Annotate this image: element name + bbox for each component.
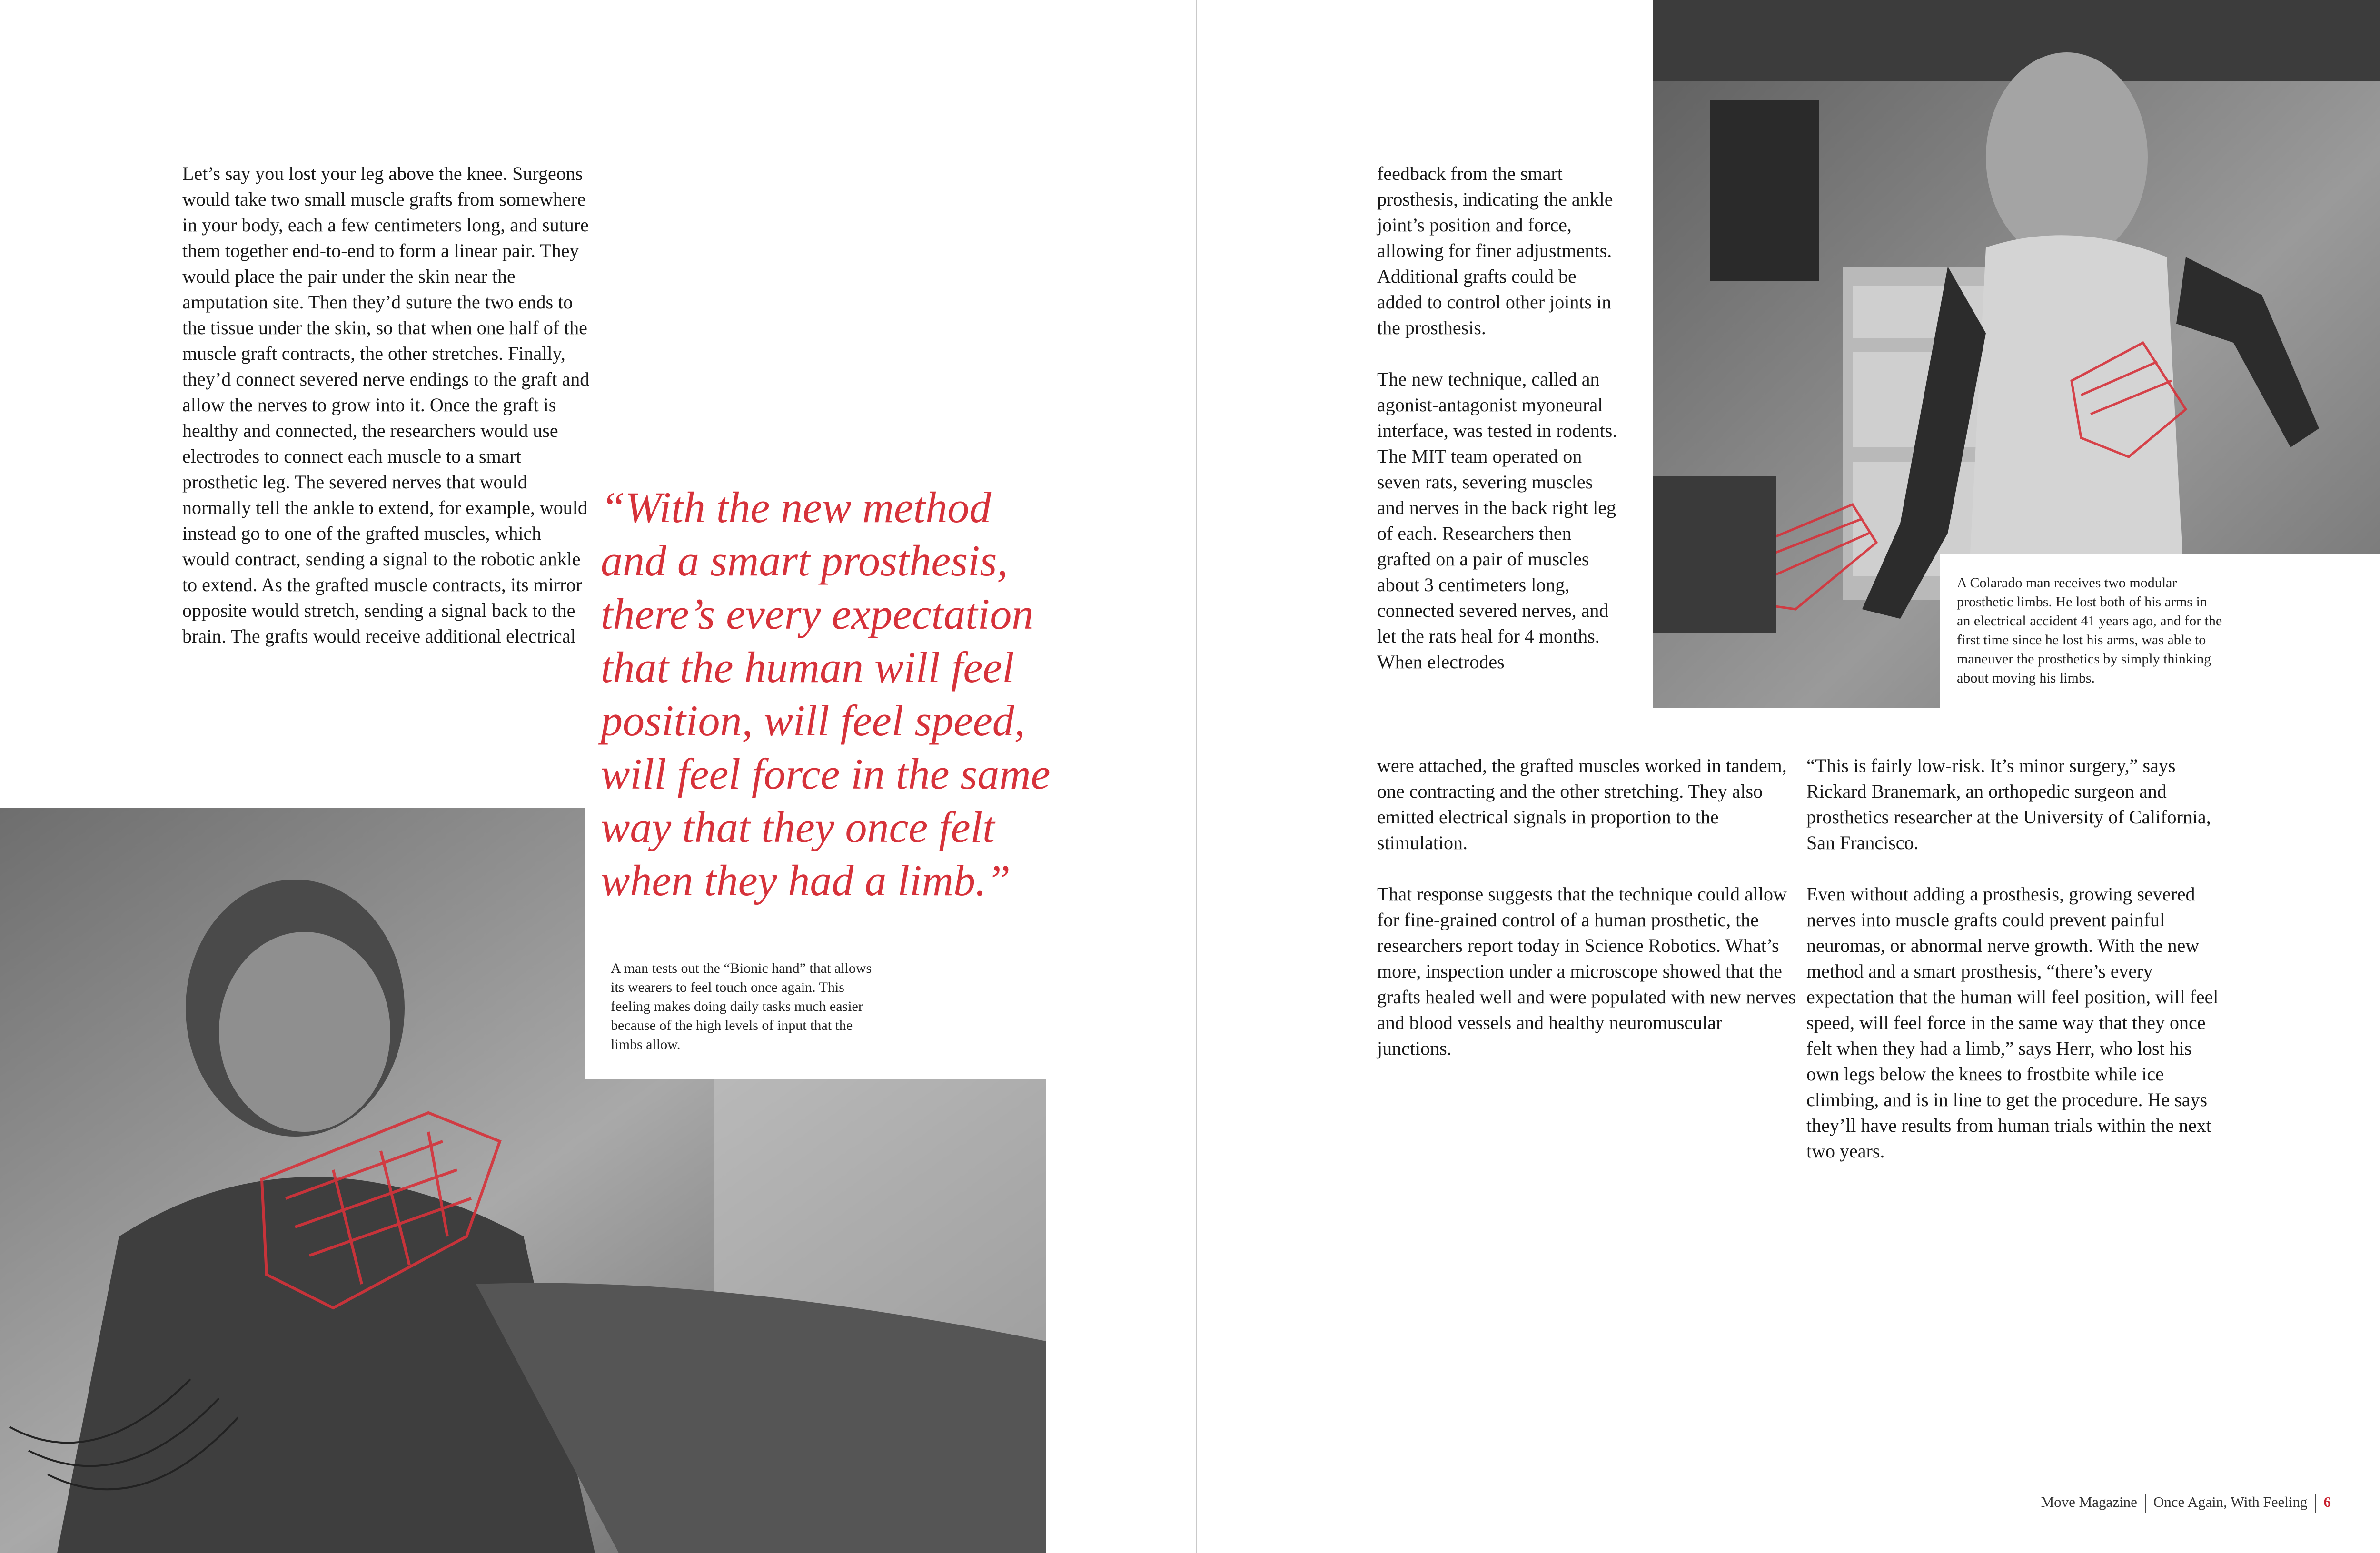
left-body-text xyxy=(182,161,592,649)
page-footer xyxy=(2041,1492,2331,1513)
right-col-left-paragraph-2: That response suggests that the technique could allow for fine-grained control of a human prosthetic, the researchers report today in Science Robotics. What’s more, inspection under a microscope showed that the grafts healed well and were populated with new nerves and blood vessels and healthy neuromuscular junctions. xyxy=(1377,883,1796,1059)
right-page xyxy=(1197,0,2380,1553)
left-body-paragraph: Let’s say you lost your leg above the knee. Surgeons would take two small muscle grafts from somewhere in your body, each a few centimeters long, and suture them together end-to-end to form a linear pair. They would place the pair under the skin near the amputation site. Then they’d suture the two ends to the tissue under the skin, so that when one half of the muscle graft contracts, the other stretches. Finally, they’d connect severed nerve endings to the graft and allow the nerves to grow into it. Once the graft is healthy and connected, the researchers would use electrodes to connect each muscle to a smart prosthetic leg. The severed nerves that would normally tell the ankle to extend, for example, would instead go to one of the grafted muscles, which would contract, sending a signal to the robotic ankle to extend. As the grafted muscle contracts, its mirror opposite would stretch, sending a signal back to the brain. The grafts would receive additional electrical xyxy=(182,163,590,647)
footer-separator xyxy=(2315,1494,2316,1513)
pull-quote: “With the new method and a smart prosthesis, there’s every expectation that the human will feel position, will feel speed, will feel force in the same way that they once felt when they had a limb.” xyxy=(601,483,1051,905)
left-photo-caption: A man tests out the “Bionic hand” that allows its wearers to feel touch once again. This feeling makes doing daily tasks much easier because of the high levels of input that the limbs allow. xyxy=(611,960,872,1052)
right-column-left-text xyxy=(1377,753,1796,1061)
footer-page-number: 6 xyxy=(2323,1494,2331,1510)
footer-separator xyxy=(2145,1494,2146,1513)
right-top-body-text xyxy=(1377,161,1625,675)
right-photo-caption: A Colarado man receives two modular prosthetic limbs. He lost both of his arms in an electrical accident 41 years ago, and for the first time since he lost his arms, was able to maneuver the prosthetics by simply thinking about moving his limbs. xyxy=(1957,575,2222,686)
right-col-right-paragraph-1: “This is fairly low-risk. It’s minor surgery,” says Rickard Branemark, an orthopedic surgeon and prosthetics researcher at the University of California, San Francisco. xyxy=(1806,755,2211,853)
right-top-paragraph-2: The new technique, called an agonist-antagonist myoneural interface, was tested in rodents. The MIT team operated on seven rats, severing muscles and nerves in the back right leg of each. Researchers then grafted on a pair of muscles about 3 centimeters long, connected severed nerves, and let the rats heal for 4 months. When electrodes xyxy=(1377,368,1617,673)
footer-magazine-name: Move Magazine xyxy=(2041,1494,2137,1510)
right-col-left-paragraph-1: were attached, the grafted muscles worked in tandem, one contracting and the other stretching. They also emitted electrical signals in proportion to the stimulation. xyxy=(1377,755,1787,853)
footer-article-title: Once Again, With Feeling xyxy=(2153,1494,2308,1510)
right-col-right-paragraph-2: Even without adding a prosthesis, growing severed nerves into muscle grafts could prevent painful neuromas, or abnormal nerve growth. With the new method and a smart prosthesis, “there’s every expectation that the human will feel position, will feel speed, will feel force in the same way that they once felt when they had a limb,” says Herr, who lost his own legs below the knees to frostbite while ice climbing, and is in line to get the procedure. He says they’ll have results from human trials within the next two years. xyxy=(1806,883,2219,1162)
right-column-right-text xyxy=(1806,753,2221,1164)
right-top-paragraph-1: feedback from the smart prosthesis, indicating the ankle joint’s position and force, allowing for finer adjustments. Additional grafts could be added to control other joints in the prosthesis. xyxy=(1377,163,1613,338)
